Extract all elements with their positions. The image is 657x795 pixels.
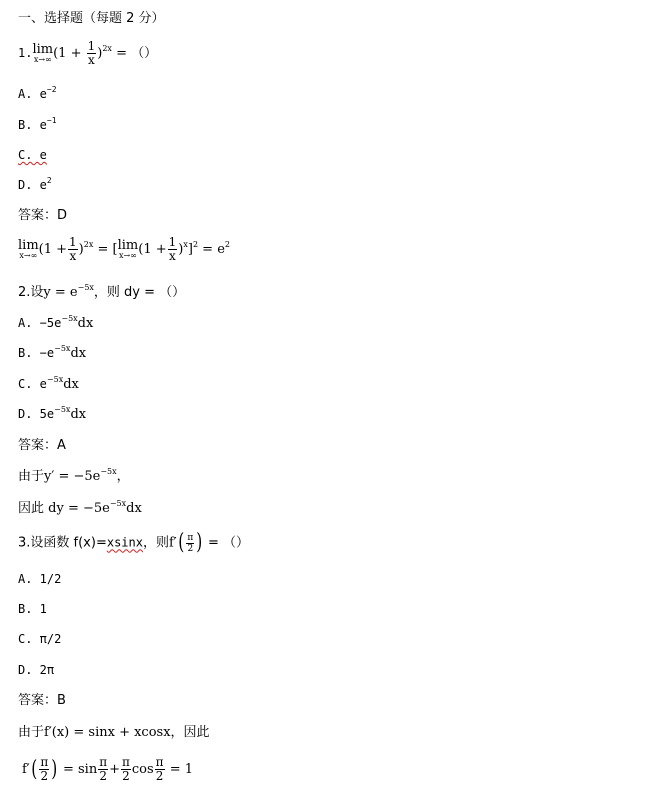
- open-paren: (1 +: [38, 242, 68, 257]
- stem-function: xsinx: [106, 535, 143, 550]
- question-1-option-c: [18, 149, 47, 161]
- fraction-denominator: x: [69, 249, 77, 263]
- open-paren: (1 +: [138, 242, 167, 257]
- fraction-pi-over-2: [39, 756, 49, 783]
- right-paren: ): [51, 756, 58, 782]
- option-tail: dx: [63, 377, 79, 392]
- question-1-number: 1.: [18, 46, 33, 60]
- explanation-prefix: 因此: [18, 501, 49, 516]
- exponent: x: [183, 240, 188, 249]
- question-2-answer: 答案：A: [18, 438, 66, 453]
- question-2-option-a: [18, 314, 94, 331]
- fraction-numerator: π: [99, 755, 108, 769]
- question-1-limit: [32, 43, 53, 64]
- option-text: B. e: [18, 118, 47, 132]
- fraction-denominator: 2: [40, 769, 49, 783]
- explanation-tail: ，因此: [170, 725, 210, 740]
- fraction-denominator: x: [88, 53, 95, 67]
- question-3-explanation-2: [22, 756, 193, 783]
- question-1-option-a: [18, 85, 57, 101]
- option-text: C. e: [18, 148, 47, 162]
- cos-label: cos: [131, 762, 154, 777]
- fraction-numerator: π: [187, 532, 194, 543]
- fraction-numerator: π: [40, 755, 49, 769]
- question-3-option-c: C. π/2: [18, 632, 62, 646]
- fraction-denominator: x: [169, 249, 176, 263]
- fraction-numerator: 1: [69, 235, 77, 249]
- exponent: −5x: [54, 405, 71, 414]
- close-bracket: ]: [187, 242, 193, 257]
- stem-suffix: ，则 dy = （）: [93, 285, 186, 300]
- explanation-prefix: 由于: [18, 725, 45, 740]
- question-3-option-a: A. 1/2: [18, 572, 62, 586]
- fraction-denominator: 2: [187, 543, 194, 554]
- open-paren: (1 +: [53, 46, 86, 61]
- limit-subscript: x→∞: [33, 55, 52, 64]
- fraction-pi-over-2: [98, 756, 108, 783]
- equals-sin: = sin: [58, 762, 98, 777]
- question-1-option-b: [18, 116, 57, 132]
- close-paren: ): [178, 242, 184, 257]
- exponent: 2: [224, 240, 230, 249]
- question-3-option-d: D. 2π: [18, 663, 55, 677]
- option-text: B. −e: [18, 346, 55, 360]
- option-tail: dx: [77, 316, 94, 331]
- question-1-explanation: [18, 236, 230, 263]
- fraction-pi-over-2: [186, 533, 194, 554]
- fraction: [168, 236, 178, 263]
- question-1-answer: 答案：D: [18, 208, 68, 223]
- explanation-math: y′ = −5e: [44, 469, 101, 484]
- option-text: C. e: [18, 377, 47, 391]
- stem-math: y = e: [43, 285, 78, 300]
- limit-label: lim: [18, 238, 39, 253]
- left-paren: (: [31, 756, 38, 782]
- question-3-stem: [18, 532, 249, 554]
- fraction-denominator: 2: [122, 769, 130, 783]
- option-text: A. −5e: [18, 316, 62, 330]
- fraction-numerator: 1: [87, 39, 96, 53]
- right-paren: ): [196, 530, 203, 555]
- exponent: −5x: [54, 344, 71, 353]
- option-text: D. 5e: [18, 407, 55, 421]
- exponent: 2: [192, 240, 199, 249]
- fraction-numerator: 1: [168, 235, 177, 249]
- stem-mid: ，则: [142, 535, 169, 551]
- limit-1: [18, 239, 39, 260]
- exponent: −5x: [77, 283, 94, 292]
- limit-subscript: x→∞: [19, 251, 38, 260]
- question-1-tail: = （）: [111, 46, 158, 61]
- plus-sign: +: [109, 762, 120, 777]
- fraction-denominator: 2: [155, 769, 164, 783]
- explanation-tail: dx: [126, 501, 142, 516]
- exponent: −5x: [109, 499, 127, 508]
- option-tail: dx: [70, 407, 87, 422]
- question-1-stem: [18, 40, 157, 67]
- question-2-option-b: [18, 344, 87, 361]
- fraction-numerator: π: [122, 755, 130, 769]
- question-3-explanation-1: [18, 726, 210, 739]
- limit-label: lim: [117, 238, 139, 253]
- explanation-prefix: 由于: [18, 469, 45, 484]
- question-2-explanation-2: [18, 499, 142, 516]
- fraction-denominator: 2: [99, 769, 107, 783]
- question-2-explanation-1: [18, 467, 130, 484]
- question-3-answer: 答案：B: [18, 693, 66, 708]
- close-paren: ): [78, 242, 84, 257]
- option-text: A. e: [18, 87, 47, 101]
- exponent: −5x: [61, 314, 78, 323]
- option-tail: dx: [70, 346, 87, 361]
- exponent: −1: [46, 116, 57, 125]
- exponent: 2: [46, 176, 52, 185]
- left-paren: (: [178, 530, 185, 555]
- equals-e: = e: [198, 242, 225, 257]
- option-text: D. e: [18, 178, 47, 192]
- stem-prefix: 2.设: [18, 285, 44, 300]
- result: = 1: [165, 762, 193, 777]
- question-2-option-c: [18, 375, 79, 392]
- limit-subscript: x→∞: [118, 251, 137, 260]
- exponent: −5x: [46, 375, 64, 384]
- section-title: 一、选择题（每题 2 分）: [18, 11, 165, 26]
- fraction-pi-over-2: [155, 756, 165, 783]
- limit-label: lim: [32, 42, 54, 57]
- fraction-numerator: π: [155, 755, 164, 769]
- f-prime: f′: [168, 535, 177, 551]
- close-paren: ): [97, 46, 103, 61]
- fraction-1-over-x: [87, 40, 97, 67]
- equals-bracket: = [: [93, 242, 118, 257]
- exponent: 2x: [102, 44, 112, 53]
- explanation-math: dy = −5e: [48, 501, 110, 516]
- f-prime: f′: [22, 762, 30, 777]
- stem-prefix: 3.设函数 f(x)=: [18, 535, 107, 551]
- exponent: −5x: [100, 467, 117, 476]
- fraction-pi-over-2: [121, 756, 131, 783]
- explanation-math: f′(x) = sinx + xcosx: [44, 725, 171, 740]
- exponent: 2x: [83, 240, 94, 249]
- question-1-option-d: [18, 176, 52, 192]
- stem-tail: = （）: [203, 535, 250, 551]
- explanation-tail: ，: [116, 469, 130, 484]
- question-2-option-d: [18, 405, 87, 422]
- exponent: −2: [46, 85, 57, 94]
- fraction: [68, 236, 78, 263]
- question-2-stem: [18, 283, 186, 300]
- limit-2: [118, 239, 139, 260]
- question-3-option-b: B. 1: [18, 602, 47, 616]
